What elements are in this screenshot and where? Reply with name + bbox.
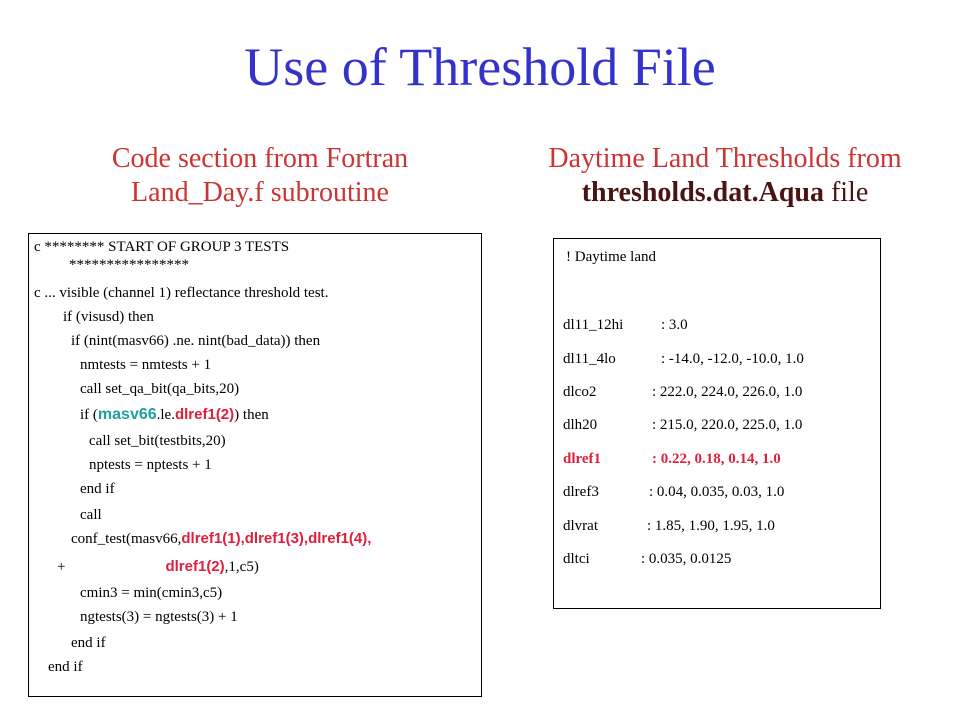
- code-heading-line2: Land_Day.f subroutine: [131, 177, 389, 208]
- code-line: [71, 530, 371, 548]
- code-token-dlref1: dlref1(2): [174, 406, 235, 423]
- threshold-value: : -14.0, -12.0, -10.0, 1.0: [661, 351, 804, 367]
- thresholds-header: ! Daytime land: [566, 249, 656, 265]
- code-line: c ******** START OF GROUP 3 TESTS: [34, 239, 290, 255]
- code-token: ,1,c5): [224, 559, 259, 575]
- code-line: end if: [48, 659, 83, 675]
- threshold-value: : 1.85, 1.90, 1.95, 1.0: [647, 518, 775, 534]
- threshold-name: dlvrat: [563, 518, 598, 534]
- thresholds-box: [553, 238, 881, 609]
- threshold-value: : 222.0, 224.0, 226.0, 1.0: [652, 384, 803, 400]
- threshold-name: dlh20: [563, 417, 598, 433]
- threshold-row: [563, 350, 804, 368]
- code-line: call: [80, 507, 102, 523]
- threshold-value: : 0.04, 0.035, 0.03, 1.0: [649, 484, 785, 500]
- threshold-row: [563, 383, 802, 401]
- threshold-name: dlref3: [563, 484, 599, 500]
- threshold-row-highlighted: [563, 450, 781, 468]
- code-line: [80, 406, 269, 424]
- thresholds-heading: [490, 142, 960, 210]
- threshold-name: dlref1: [563, 451, 602, 467]
- code-section-heading: [60, 142, 460, 210]
- code-line: c ... visible (channel 1) reflectance threshold test.: [34, 285, 329, 301]
- code-line: [57, 558, 259, 576]
- thresholds-heading-line1: Daytime Land Thresholds from: [548, 143, 902, 174]
- threshold-value: : 3.0: [661, 317, 688, 333]
- code-line: cmin3 = min(cmin3,c5): [80, 585, 223, 601]
- code-line: if (nint(masv66) .ne. nint(bad_data)) then: [71, 333, 321, 349]
- threshold-value: : 0.22, 0.18, 0.14, 1.0: [652, 451, 781, 467]
- code-line: call set_bit(testbits,20): [89, 433, 226, 449]
- threshold-value: : 0.035, 0.0125: [641, 551, 732, 567]
- code-token: if (: [80, 407, 98, 423]
- code-line: ngtests(3) = ngtests(3) + 1: [80, 609, 238, 625]
- threshold-value: : 215.0, 220.0, 225.0, 1.0: [652, 417, 803, 433]
- code-line: if (visusd) then: [63, 309, 154, 325]
- threshold-row: [563, 517, 775, 535]
- threshold-row: [563, 416, 802, 434]
- threshold-row: [563, 316, 688, 334]
- code-line: end if: [80, 481, 115, 497]
- slide-title: Use of Threshold File: [244, 37, 716, 97]
- code-token: .le.: [156, 407, 175, 423]
- threshold-name: dl11_12hi: [563, 317, 624, 333]
- code-line: ****************: [69, 257, 189, 273]
- code-token: ) then: [234, 407, 269, 423]
- code-line: call set_qa_bit(qa_bits,20): [80, 381, 240, 397]
- threshold-row: [563, 483, 784, 501]
- code-line: end if: [71, 635, 106, 651]
- threshold-file-suffix: file: [823, 177, 869, 208]
- thresholds-heading-line2: [490, 176, 960, 210]
- fortran-code-box: [28, 233, 482, 697]
- code-line: nptests = nptests + 1: [89, 457, 212, 473]
- code-token-masv66: masv66: [97, 406, 157, 423]
- threshold-name: dltci: [563, 551, 590, 567]
- threshold-file-name: thresholds.dat.Aqua: [581, 177, 824, 208]
- code-line: nmtests = nmtests + 1: [80, 357, 212, 373]
- threshold-name: dlco2: [563, 384, 597, 400]
- code-heading-line1: Code section from Fortran: [111, 143, 409, 174]
- threshold-row: [563, 550, 731, 568]
- code-token: conf_test(masv66,: [71, 531, 182, 547]
- code-token: +: [57, 559, 66, 575]
- code-token-dlref1: dlref1(1),dlref1(3),dlref1(4),: [181, 530, 372, 547]
- threshold-name: dl11_4lo: [563, 351, 616, 367]
- code-token-dlref1: dlref1(2): [165, 558, 225, 575]
